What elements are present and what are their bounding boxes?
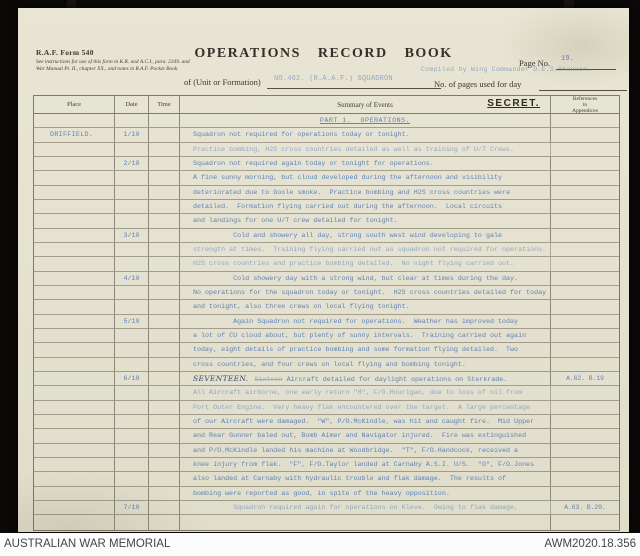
- table-row: [34, 286, 619, 300]
- pages-used-underline: [539, 77, 627, 91]
- table-row: [34, 114, 619, 128]
- table-row: [34, 386, 619, 400]
- summary-cell: [180, 458, 551, 471]
- time-cell: [149, 343, 180, 356]
- reference-cell: [551, 214, 619, 227]
- summary-text: A fine sunny morning, but cloud developed during the afternoon and visibility: [193, 174, 503, 183]
- header-date: Date: [115, 96, 149, 113]
- summary-cell: [180, 229, 551, 242]
- date-cell: [115, 329, 149, 342]
- header-summary: [180, 96, 551, 113]
- place-cell: [34, 444, 115, 457]
- table-row: [34, 200, 619, 214]
- pages-used-label: No. of pages used for day: [434, 79, 522, 89]
- date-cell: [115, 444, 149, 457]
- date-cell: [115, 401, 149, 414]
- time-cell: [149, 372, 180, 385]
- reference-cell: [551, 243, 619, 256]
- time-cell: [149, 515, 180, 529]
- place-cell: [34, 329, 115, 342]
- summary-cell: [180, 114, 551, 127]
- operations-table: [33, 95, 620, 531]
- place-cell: [34, 286, 115, 299]
- reference-cell: [551, 358, 619, 371]
- date-cell: [115, 286, 149, 299]
- record-book-page: [18, 8, 629, 532]
- summary-text: Squadron required again for operations on Kleve. Owing to flak damage,: [193, 503, 519, 512]
- time-cell: [149, 171, 180, 184]
- time-cell: [149, 444, 180, 457]
- place-cell: [34, 515, 115, 529]
- table-row: [34, 501, 619, 515]
- place-cell: [34, 272, 115, 285]
- time-cell: [149, 315, 180, 328]
- time-cell: [149, 157, 180, 170]
- reference-cell: [551, 229, 619, 242]
- date-cell: [115, 458, 149, 471]
- form-instructions: See instructions for use of this form in K.R. and A.C.I., para. 2349. and War Manual Pt. II., chapter XX., and notes in R.A.F. Pocket Book.: [36, 59, 190, 73]
- date-cell: [115, 200, 149, 213]
- summary-cell: [180, 243, 551, 256]
- summary-text: deteriorated due to Goole smoke. Practice bombing and H2S cross countries were: [193, 188, 511, 197]
- reference-cell: [551, 329, 619, 342]
- summary-text: cross countries, and four crews on local flying and bombing tonight.: [193, 360, 466, 369]
- date-cell: [115, 114, 149, 127]
- handwritten-correction: SEVENTEEN.: [193, 373, 249, 383]
- place-cell: DRIFFIELD.: [34, 128, 115, 141]
- time-cell: [149, 329, 180, 342]
- time-cell: [149, 300, 180, 313]
- date-cell: [115, 472, 149, 485]
- date-cell: 6/10: [115, 372, 149, 385]
- table-row: [34, 171, 619, 185]
- reference-cell: [551, 200, 619, 213]
- summary-text: Squadron not required again today or tonight for operations.: [193, 159, 434, 168]
- summary-cell: [180, 386, 551, 399]
- summary-text: and P/O.McKindle landed his machine at Woodbridge. "T", F/O.Handcock, received a: [193, 446, 519, 455]
- reference-cell: [551, 343, 619, 356]
- reference-cell: [551, 157, 619, 170]
- summary-text: All Aircraft airborne, one early return "H", F/O.Hourigan, due to loss of oil from: [193, 389, 523, 398]
- date-cell: [115, 143, 149, 156]
- time-cell: [149, 458, 180, 471]
- summary-cell: [180, 343, 551, 356]
- date-cell: [115, 515, 149, 529]
- time-cell: [149, 128, 180, 141]
- summary-cell: [180, 315, 551, 328]
- table-row: [34, 415, 619, 429]
- summary-cell: [180, 515, 551, 529]
- time-cell: [149, 214, 180, 227]
- reference-cell: [551, 515, 619, 529]
- form-number: R.A.F. Form 540: [36, 48, 94, 57]
- date-cell: [115, 214, 149, 227]
- summary-cell: [180, 401, 551, 414]
- date-cell: [115, 415, 149, 428]
- secret-stamp: SECRET.: [487, 98, 540, 109]
- date-cell: 4/10: [115, 272, 149, 285]
- summary-text: of our Aircraft were damaged. "W", P/O.McKindle, was hit and caught fire. Mid Upper: [193, 417, 535, 426]
- reference-cell: A.62. B.19: [566, 374, 604, 382]
- summary-text: today, eight details of practice bombing and some formation flying detailed. Two: [193, 346, 519, 355]
- date-cell: [115, 386, 149, 399]
- table-header-row: [34, 96, 619, 114]
- summary-cell: [180, 200, 551, 213]
- summary-cell: [180, 358, 551, 371]
- place-cell: [34, 358, 115, 371]
- reference-cell: [551, 171, 619, 184]
- header-references: [551, 96, 619, 113]
- place-cell: [34, 487, 115, 500]
- summary-text: also landed at Carnaby with hydraulic trouble and flak damage. The results of: [193, 475, 507, 484]
- summary-cell: [180, 372, 551, 385]
- ref-header-line: References: [572, 96, 598, 102]
- summary-cell: [180, 157, 551, 170]
- header-place: Place: [34, 96, 115, 113]
- time-cell: [149, 243, 180, 256]
- place-cell: [34, 300, 115, 313]
- summary-text: Squadron not required for operations today or tonight.: [193, 131, 410, 140]
- summary-of-events-label: Summary of Events: [337, 100, 393, 109]
- date-cell: 2/10: [115, 157, 149, 170]
- reference-cell: [551, 487, 619, 500]
- table-row: [34, 257, 619, 271]
- table-row: [34, 300, 619, 314]
- place-cell: [34, 171, 115, 184]
- time-cell: [149, 429, 180, 442]
- summary-text: strength at times. Training flying carried out as squadron not required for operations.: [193, 245, 547, 254]
- unit-value: NO.462. (R.A.A.F.) SQUADRON: [274, 75, 393, 83]
- summary-text: Port Outer Engine. Very heavy flak encountered over the target. A large percentage: [193, 403, 531, 412]
- table-row: [34, 243, 619, 257]
- date-cell: [115, 343, 149, 356]
- summary-cell: [180, 257, 551, 270]
- summary-cell: [180, 143, 551, 156]
- date-cell: 3/10: [115, 229, 149, 242]
- place-cell: [34, 186, 115, 199]
- compiled-by-stamp: Compiled by Wing Commander D.E.S.Shannon.: [421, 66, 592, 73]
- date-cell: [115, 243, 149, 256]
- caption-bar: [0, 533, 640, 556]
- table-row: [34, 157, 619, 171]
- table-row: [34, 487, 619, 501]
- summary-cell: [180, 444, 551, 457]
- summary-text: and Rear Gunner baled out, Bomb Aimer and Navigator injured. Fire was extinguished: [193, 432, 527, 441]
- date-cell: 1/10: [115, 128, 149, 141]
- table-row: [34, 186, 619, 200]
- summary-text: and landings for one U/T crew detailed for tonight.: [193, 217, 398, 226]
- summary-cell: [180, 329, 551, 342]
- place-cell: [34, 229, 115, 242]
- time-cell: [149, 186, 180, 199]
- page-title: OPERATIONS RECORD BOOK: [194, 46, 453, 61]
- table-row: [34, 358, 619, 372]
- reference-cell: [551, 186, 619, 199]
- reference-cell: [551, 143, 619, 156]
- archive-name: AUSTRALIAN WAR MEMORIAL: [4, 538, 171, 550]
- reference-cell: [551, 472, 619, 485]
- place-cell: [34, 401, 115, 414]
- reference-cell: [551, 458, 619, 471]
- summary-text: a lot of CU cloud about, but plenty of sunny intervals. Training carried out again: [193, 331, 527, 340]
- place-cell: [34, 415, 115, 428]
- table-row: [34, 128, 619, 142]
- summary-text: Cold showery day with a strong wind, but clear at times during the day.: [193, 274, 519, 283]
- time-cell: [149, 200, 180, 213]
- table-row: [34, 343, 619, 357]
- table-row: [34, 401, 619, 415]
- place-cell: [34, 386, 115, 399]
- table-body: [34, 114, 619, 530]
- time-cell: [149, 501, 180, 514]
- page-number-value: 19.: [561, 55, 575, 63]
- accession-number: AWM2020.18.356: [544, 538, 636, 550]
- table-row: [34, 329, 619, 343]
- place-cell: [34, 501, 115, 514]
- reference-cell: [551, 300, 619, 313]
- reference-cell: [551, 128, 619, 141]
- place-cell: [34, 257, 115, 270]
- summary-text: No operations for the squadron today or tonight. H2S cross countries detailed for today: [193, 288, 547, 297]
- summary-text: bombing were reported as good, in spite of the heavy opposition.: [193, 489, 450, 498]
- reference-cell: [551, 415, 619, 428]
- reference-cell: [551, 401, 619, 414]
- date-cell: [115, 358, 149, 371]
- date-cell: 5/10: [115, 315, 149, 328]
- summary-cell: [180, 272, 551, 285]
- summary-text: H2S cross countries and practice bombing detailed. No night flying carried out.: [193, 260, 515, 269]
- place-cell: [34, 143, 115, 156]
- place-cell: [34, 472, 115, 485]
- summary-cell: [180, 300, 551, 313]
- table-row: [34, 472, 619, 486]
- date-cell: [115, 186, 149, 199]
- table-row: [34, 429, 619, 443]
- place-cell: [34, 429, 115, 442]
- place-cell: [34, 243, 115, 256]
- place-cell: [34, 343, 115, 356]
- summary-text: Cold and showery all day, strong south west wind developing to gale: [193, 231, 503, 240]
- place-cell: [34, 114, 115, 127]
- table-row: [34, 272, 619, 286]
- place-cell: [34, 458, 115, 471]
- reference-cell: [551, 315, 619, 328]
- reference-cell: A.63. B.20.: [564, 503, 606, 511]
- place-cell: [34, 200, 115, 213]
- summary-cell: [180, 429, 551, 442]
- summary-text: detailed. Formation flying carried out during the afternoon. Local circuits: [193, 202, 503, 211]
- time-cell: [149, 358, 180, 371]
- table-row: [34, 515, 619, 529]
- time-cell: [149, 257, 180, 270]
- time-cell: [149, 401, 180, 414]
- section-title: PART 1. OPERATIONS.: [319, 117, 411, 125]
- ref-header-line: Appendices: [572, 108, 598, 113]
- summary-cell: [180, 487, 551, 500]
- table-row: [34, 229, 619, 243]
- summary-text: knee injury from flak. "F", F/O.Taylor landed at Carnaby A.S.I. U/S. "G", F/O.Jones: [193, 460, 535, 469]
- reference-cell: [551, 286, 619, 299]
- summary-cell: [180, 171, 551, 184]
- summary-cell: [180, 286, 551, 299]
- time-cell: [149, 487, 180, 500]
- place-cell: [34, 372, 115, 385]
- summary-cell: [180, 186, 551, 199]
- place-cell: [34, 214, 115, 227]
- place-cell: [34, 157, 115, 170]
- ref-header-line: to: [582, 101, 588, 108]
- date-cell: [115, 257, 149, 270]
- summary-cell: [180, 415, 551, 428]
- unit-label: of (Unit or Formation): [184, 77, 261, 87]
- page-number-label: Page No.: [519, 58, 551, 68]
- time-cell: [149, 229, 180, 242]
- header-time: Time: [149, 96, 180, 113]
- table-row: [34, 315, 619, 329]
- summary-cell: [180, 501, 551, 514]
- time-cell: [149, 286, 180, 299]
- time-cell: [149, 415, 180, 428]
- table-row: [34, 143, 619, 157]
- reference-cell: [551, 444, 619, 457]
- reference-cell: [551, 386, 619, 399]
- summary-text: Practice bombing, H2S cross countries detailed as well as training of U/T Crews.: [193, 145, 515, 154]
- reference-cell: [551, 114, 619, 127]
- reference-cell: [551, 429, 619, 442]
- time-cell: [149, 386, 180, 399]
- struck-through-text: Sixteen: [254, 375, 283, 384]
- time-cell: [149, 114, 180, 127]
- table-row: [34, 372, 619, 386]
- summary-text: Again Squadron not required for operations. Weather has improved today: [193, 317, 519, 326]
- date-cell: 7/10: [115, 501, 149, 514]
- reference-cell: [551, 257, 619, 270]
- table-row: [34, 458, 619, 472]
- summary-text: and tonight, also three crews on local flying tonight.: [193, 303, 410, 312]
- summary-cell: [180, 214, 551, 227]
- date-cell: [115, 487, 149, 500]
- summary-cell: [180, 128, 551, 141]
- summary-cell: [180, 472, 551, 485]
- table-row: [34, 214, 619, 228]
- date-cell: [115, 429, 149, 442]
- table-row: [34, 444, 619, 458]
- date-cell: [115, 300, 149, 313]
- time-cell: [149, 272, 180, 285]
- date-cell: [115, 171, 149, 184]
- time-cell: [149, 143, 180, 156]
- reference-cell: [551, 272, 619, 285]
- time-cell: [149, 472, 180, 485]
- place-cell: [34, 315, 115, 328]
- summary-text: Aircraft detailed for daylight operations on Sterkrade.: [286, 375, 508, 384]
